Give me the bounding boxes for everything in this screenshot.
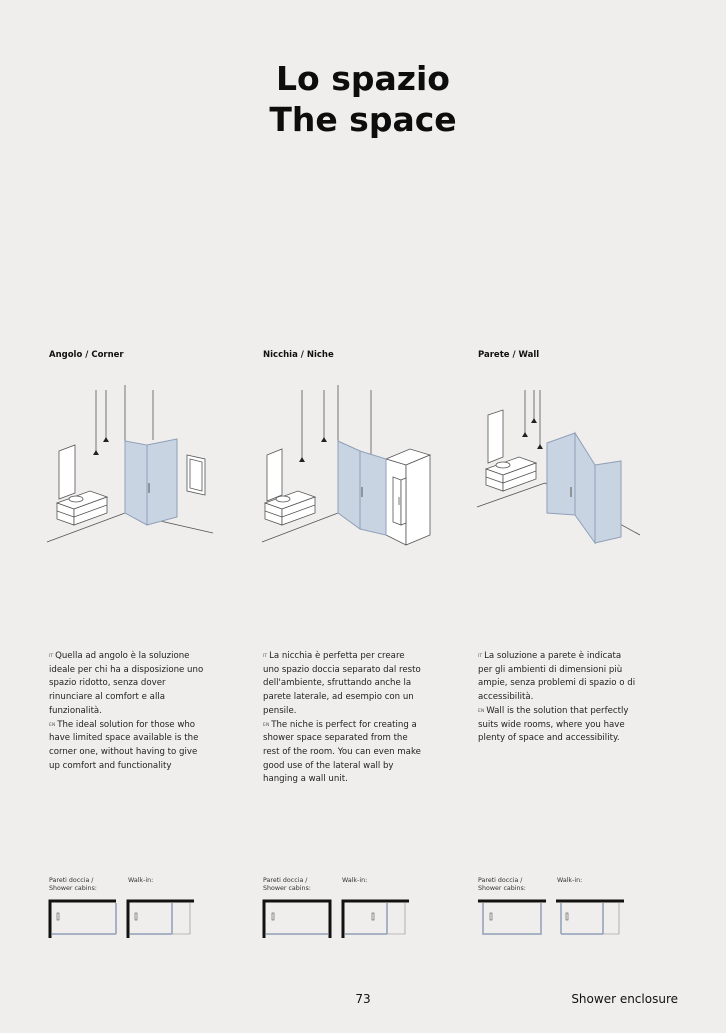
description-corner <box>49 650 209 773</box>
corner-walkin-plan <box>126 898 196 940</box>
title-english: The space <box>269 100 457 139</box>
english-flag-icon: EN <box>263 722 270 728</box>
text-italian: La nicchia è perfetta per creare uno spazio doccia separato dal resto dell'ambiente, sfruttando anche la parete laterale, ad esempio con un pensile. <box>263 651 421 716</box>
niche-illustration <box>260 385 435 550</box>
english-flag-icon: EN <box>478 708 485 714</box>
title-italian: Lo spazio <box>276 59 450 98</box>
niche-cabin-plan <box>262 898 332 940</box>
page-number: 73 <box>355 992 371 1006</box>
corner-illustration <box>45 385 220 550</box>
heading-wall: Parete / Wall <box>478 350 540 360</box>
label-walk-in: Walk-in: <box>128 877 154 884</box>
description-niche <box>263 650 423 787</box>
label-walk-in: Walk-in: <box>342 877 368 884</box>
section-label: Shower enclosure <box>571 992 678 1006</box>
label-walk-in: Walk-in: <box>557 877 583 884</box>
italian-flag-icon: IT <box>263 654 268 659</box>
niche-walkin-plan <box>341 898 411 940</box>
wall-cabin-plan <box>477 898 547 940</box>
page-title <box>0 58 726 140</box>
label-shower-cabins: Pareti doccia / Shower cabins: <box>49 877 97 892</box>
text-english: The ideal solution for those who have limited space available is the corner one, without having to give up comfort and functionality <box>49 719 199 771</box>
label-shower-cabins: Pareti doccia / Shower cabins: <box>263 877 311 892</box>
heading-niche: Nicchia / Niche <box>263 350 334 360</box>
label-shower-cabins: Pareti doccia / Shower cabins: <box>478 877 526 892</box>
text-italian: Quella ad angolo è la soluzione ideale per chi ha a disposizione uno spazio ridotto, senza dover rinunciare al comfort e alla funzionalità. <box>49 651 204 716</box>
corner-cabin-plan <box>48 898 118 940</box>
text-italian: La soluzione a parete è indicata per gli ambienti di dimensioni più ampie, senza problemi di spazio o di accessibilità. <box>478 651 636 703</box>
wall-walkin-plan <box>555 898 625 940</box>
wall-illustration <box>475 385 650 550</box>
english-flag-icon: EN <box>49 722 56 728</box>
italian-flag-icon: IT <box>49 654 54 659</box>
text-english: The niche is perfect for creating a shower space separated from the rest of the room. You can even make good use of the lateral wall by hanging a wall unit. <box>263 719 421 785</box>
text-english: Wall is the solution that perfectly suits wide rooms, where you have plenty of space and accessibility. <box>478 705 629 744</box>
italian-flag-icon: IT <box>478 654 483 659</box>
description-wall <box>478 650 638 746</box>
heading-corner: Angolo / Corner <box>49 350 124 360</box>
